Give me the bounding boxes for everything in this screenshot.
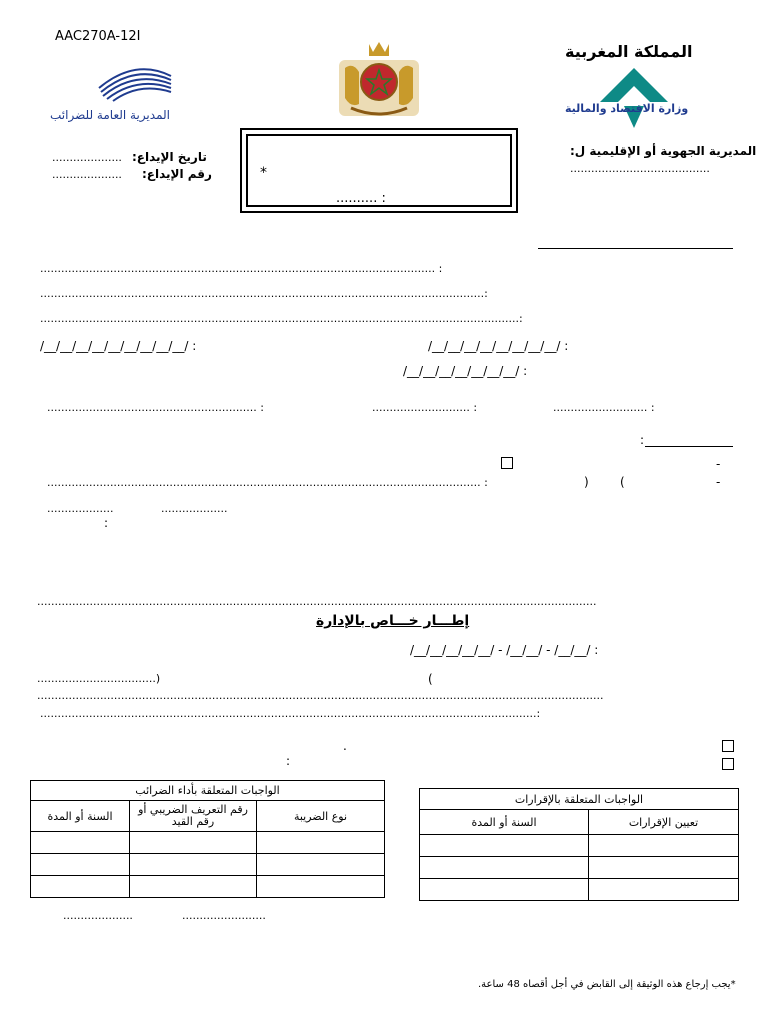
admin-line-b[interactable]: ..............................................................................................................................................: <box>40 707 541 720</box>
colon-underline-line <box>645 446 733 447</box>
taxes-header-period: السنة أو المدة <box>31 801 130 832</box>
ministry-logo-icon <box>598 66 670 130</box>
ministry-name: وزارة الاقتصاد والمالية <box>565 102 689 115</box>
table-row[interactable] <box>31 876 385 898</box>
title-number-line[interactable]: .......... : <box>336 191 386 206</box>
table-row[interactable] <box>31 854 385 876</box>
footer-note: *يجب إرجاع هذه الوثيقة إلى القابض في أجل أقصاه 48 ساعة. <box>478 979 736 990</box>
colon-underline: : <box>640 433 645 447</box>
date-field-left[interactable]: /__/__/__/__/__/__/__/__/__/ : <box>40 339 197 353</box>
section-underline <box>538 248 733 249</box>
dgi-name: المديرية العامة للضرائب <box>50 108 170 122</box>
taxes-header-id: رقم التعريف الضريبي أو رقم القيد <box>130 801 257 832</box>
paren-open: ( <box>620 475 625 489</box>
dash-2: - <box>716 475 721 489</box>
dots-small-2[interactable]: ................... <box>161 502 228 515</box>
declarations-table <box>419 788 739 901</box>
royal-emblem-icon <box>333 38 425 120</box>
table-row[interactable] <box>420 879 739 901</box>
table-row[interactable] <box>420 857 739 879</box>
kingdom-name: المملكة المغربية <box>565 42 693 61</box>
title-asterisk: * <box>260 165 267 181</box>
dots-field-mid[interactable]: ............................ : <box>372 401 478 414</box>
date-field-center[interactable]: /__/__/__/__/__/__/__/ : <box>403 364 528 378</box>
colon-small: : <box>104 516 109 530</box>
option-checkbox-1[interactable] <box>501 457 513 469</box>
regional-directorate-label: المديرية الجهوية أو الإقليمية ل: <box>570 144 757 158</box>
form-line-2[interactable]: ...............................................................................................................................: <box>40 287 488 300</box>
declarations-table-title: الواجبات المتعلقة بالإقرارات <box>420 789 739 810</box>
footer-dots-2[interactable]: ........................ <box>182 909 266 922</box>
admin-dot: . <box>343 739 347 753</box>
admin-date-field[interactable]: /__/__/__/__/__/ - /__/__/ - /__/__/ : <box>410 643 599 657</box>
deposit-number-label: رقم الإيداع: <box>142 167 212 181</box>
taxes-table-title: الواجبات المتعلقة بأداء الضرائب <box>31 781 385 801</box>
taxes-table <box>30 780 385 898</box>
form-code: AAC270A-12I <box>55 29 141 44</box>
admin-line-a[interactable]: .................................................................................................................................................................. <box>37 689 604 702</box>
admin-dots-paren[interactable]: ..................................) <box>37 672 161 685</box>
form-line-1[interactable]: ................................................................................................................. : <box>40 262 443 275</box>
admin-checkbox-1[interactable] <box>722 740 734 752</box>
admin-checkbox-2[interactable] <box>722 758 734 770</box>
dots-field-left[interactable]: ............................................................ : <box>47 401 264 414</box>
dots-long-field[interactable]: ............................................................................................................................ : <box>47 476 488 489</box>
declarations-header-period: السنة أو المدة <box>420 810 589 835</box>
dash-1: - <box>716 457 721 471</box>
title-box <box>240 128 518 213</box>
form-line-3[interactable]: .........................................................................................................................................: <box>40 312 523 325</box>
admin-paren: ( <box>428 672 433 686</box>
separator-dots: ................................................................................................................................................................ <box>37 595 597 608</box>
paren-close: ) <box>584 475 589 489</box>
declarations-header-designation: تعيين الإقرارات <box>589 810 739 835</box>
table-row[interactable] <box>31 832 385 854</box>
deposit-number-dots: .................... <box>52 168 122 181</box>
footer-dots-1[interactable]: .................... <box>63 909 133 922</box>
table-row[interactable] <box>420 835 739 857</box>
dgi-logo-icon <box>95 58 175 103</box>
regional-directorate-dots: ........................................ <box>570 162 710 175</box>
dots-field-right[interactable]: ........................... : <box>553 401 655 414</box>
deposit-date-label: تاريخ الإيداع: <box>132 150 207 164</box>
deposit-date-dots: .................... <box>52 151 122 164</box>
admin-colon: : <box>286 754 291 768</box>
dots-small-1[interactable]: ................... <box>47 502 114 515</box>
date-field-right[interactable]: /__/__/__/__/__/__/__/__/ : <box>428 339 569 353</box>
admin-section-title: إطـــار خـــاص بالإدارة <box>316 613 470 629</box>
taxes-header-type: نوع الضريبة <box>257 801 385 832</box>
